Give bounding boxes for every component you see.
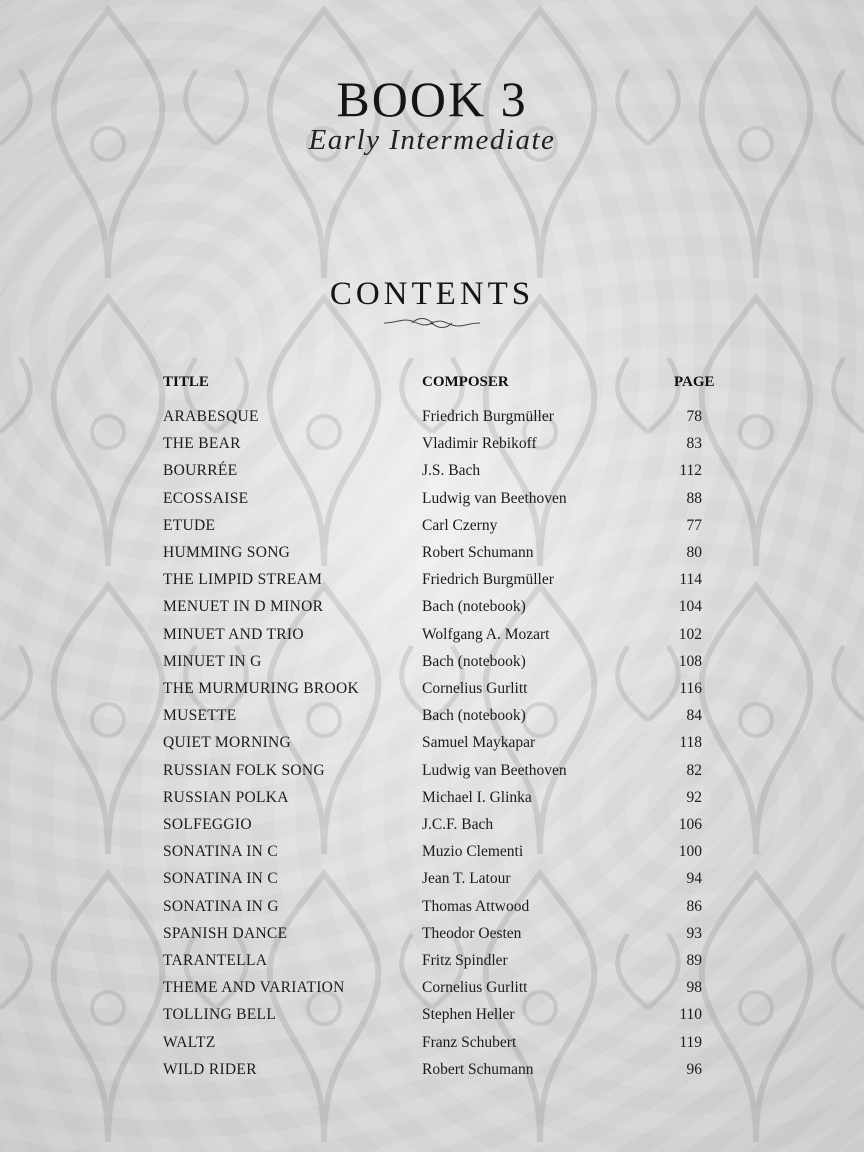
page-number: 110 <box>679 1006 702 1024</box>
column-header-composer: COMPOSER <box>422 374 509 390</box>
page-number: 106 <box>678 816 702 833</box>
page-number: 116 <box>679 680 702 697</box>
composer-name: Samuel Maykapar <box>422 734 536 752</box>
composer-name: Carl Czerny <box>422 516 498 534</box>
contents-row <box>0 435 864 462</box>
piece-title: WALTZ <box>163 1033 216 1051</box>
piece-title: THE MURMURING BROOK <box>163 680 360 697</box>
book-subtitle: Early Intermediate <box>308 124 556 156</box>
piece-title: SONATINA IN C <box>163 843 278 861</box>
composer-name: Bach (notebook) <box>422 652 526 670</box>
composer-name: Vladimir Rebikoff <box>422 435 537 453</box>
composer-name: J.C.F. Bach <box>422 816 494 833</box>
page-number: 108 <box>678 652 702 670</box>
piece-title: RUSSIAN POLKA <box>163 788 289 806</box>
piece-title: SONATINA IN G <box>163 897 279 915</box>
composer-name: Franz Schubert <box>422 1033 517 1051</box>
piece-title: TARANTELLA <box>163 952 268 969</box>
contents-row <box>0 707 864 734</box>
page-number: 118 <box>679 734 702 752</box>
contents-row <box>0 1034 864 1061</box>
composer-name: Thomas Attwood <box>422 897 530 915</box>
contents-row <box>0 408 864 435</box>
piece-title: THE BEAR <box>163 435 241 453</box>
composer-name: Bach (notebook) <box>422 707 526 725</box>
book-title: BOOK 3 <box>336 71 528 127</box>
contents-row <box>0 870 864 897</box>
page-number: 80 <box>686 544 702 561</box>
piece-title: WILD RIDER <box>163 1060 257 1078</box>
composer-name: Stephen Heller <box>422 1006 515 1024</box>
page-number: 92 <box>686 788 702 806</box>
piece-title: MINUET AND TRIO <box>163 625 304 643</box>
composer-name: J.S. Bach <box>422 462 481 480</box>
piece-title: HUMMING SONG <box>163 544 291 561</box>
composer-name: Jean T. Latour <box>422 870 511 888</box>
piece-title: SPANISH DANCE <box>163 924 288 942</box>
contents-row <box>0 1006 864 1033</box>
piece-title: MINUET IN G <box>163 652 262 670</box>
composer-name: Cornelius Gurlitt <box>422 680 528 697</box>
composer-name: Robert Schumann <box>422 1060 534 1078</box>
piece-title: QUIET MORNING <box>163 734 292 752</box>
piece-title: THE LIMPID STREAM <box>163 571 323 589</box>
piece-title: TOLLING BELL <box>163 1006 277 1024</box>
composer-name: Theodor Oesten <box>422 924 522 942</box>
piece-title: MENUET IN D MINOR <box>163 598 324 616</box>
contents-row <box>0 762 864 789</box>
composer-name: Friedrich Burgmüller <box>422 408 554 425</box>
contents-row <box>0 490 864 517</box>
contents-heading: CONTENTS <box>329 276 535 312</box>
contents-row <box>0 571 864 598</box>
page-number: 93 <box>686 924 702 942</box>
piece-title: ARABESQUE <box>163 408 259 425</box>
piece-title: RUSSIAN FOLK SONG <box>163 761 325 779</box>
page-number: 84 <box>686 707 702 725</box>
piece-title: ETUDE <box>163 516 216 534</box>
composer-name: Michael I. Glinka <box>422 788 532 806</box>
page-number: 77 <box>686 516 702 534</box>
contents-row <box>0 734 864 761</box>
piece-title: SOLFEGGIO <box>163 816 252 833</box>
page-number: 102 <box>678 625 702 643</box>
composer-name: Ludwig van Beethoven <box>422 489 567 507</box>
page-number: 78 <box>686 408 702 425</box>
contents-row <box>0 626 864 653</box>
composer-name: Robert Schumann <box>422 544 534 561</box>
contents-row <box>0 843 864 870</box>
flourish-ornament-icon <box>382 316 482 330</box>
contents-row <box>0 979 864 1006</box>
composer-name: Cornelius Gurlitt <box>422 979 528 997</box>
contents-row <box>0 1061 864 1088</box>
contents-row <box>0 898 864 925</box>
contents-row <box>0 462 864 489</box>
contents-row <box>0 789 864 816</box>
composer-name: Friedrich Burgmüller <box>422 571 554 589</box>
page-number: 89 <box>686 952 702 969</box>
composer-name: Bach (notebook) <box>422 598 526 616</box>
page-number: 94 <box>686 870 702 888</box>
composer-name: Ludwig van Beethoven <box>422 761 567 779</box>
page-number: 114 <box>679 571 702 589</box>
page-number: 119 <box>679 1033 702 1051</box>
composer-name: Muzio Clementi <box>422 843 524 861</box>
contents-row <box>0 952 864 979</box>
page-number: 104 <box>678 598 702 616</box>
page-number: 88 <box>686 489 702 507</box>
page-number: 82 <box>686 761 702 779</box>
page-number: 112 <box>679 462 702 480</box>
composer-name: Fritz Spindler <box>422 952 508 969</box>
piece-title: THEME AND VARIATION <box>163 979 345 997</box>
piece-title: SONATINA IN C <box>163 870 278 888</box>
page-number: 96 <box>686 1060 702 1078</box>
contents-row <box>0 544 864 571</box>
piece-title: MUSETTE <box>163 707 237 725</box>
contents-row <box>0 653 864 680</box>
page-number: 98 <box>686 979 702 997</box>
contents-row <box>0 517 864 544</box>
composer-name: Wolfgang A. Mozart <box>422 625 550 643</box>
column-header-page: PAGE <box>674 374 715 390</box>
contents-row <box>0 925 864 952</box>
page-number: 83 <box>686 435 702 453</box>
contents-row <box>0 816 864 843</box>
column-header-title: TITLE <box>163 374 209 390</box>
page-number: 86 <box>686 897 702 915</box>
page-number: 100 <box>678 843 702 861</box>
contents-row <box>0 598 864 625</box>
piece-title: ECOSSAISE <box>163 489 249 507</box>
piece-title: BOURRÉE <box>163 462 238 480</box>
contents-row <box>0 680 864 707</box>
